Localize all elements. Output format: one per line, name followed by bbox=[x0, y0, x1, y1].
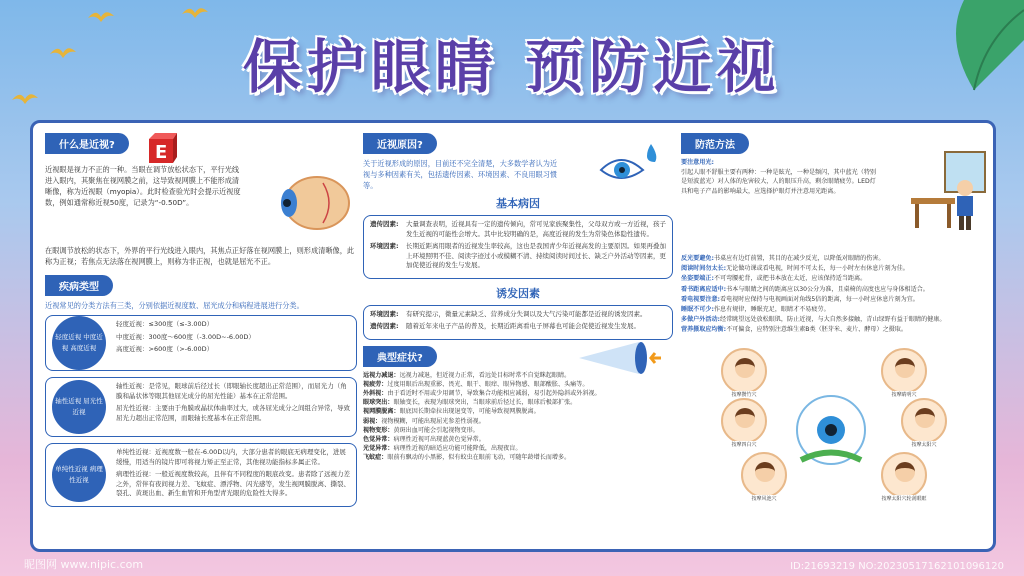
prevention-key: 坐姿要端正: bbox=[681, 275, 714, 283]
prevention-key: 反光要避免: bbox=[681, 255, 714, 262]
emmetropia-text: 在眼调节放松的状态下，外界的平行光线进入眼内，其焦点正好落在视网膜上，则形成清晰像，此称为正视；若焦点无法落在视网膜上，则称为非正视，也就是屈光不正。 bbox=[45, 246, 355, 266]
symptom-value: 由于看近时不用或少用调节，导致集合功能相应减弱，易引起外隐斜或外斜视。 bbox=[387, 389, 601, 397]
symptom-key: 飞蚊症： bbox=[363, 454, 388, 462]
prevention-key: 多做户外活动: bbox=[681, 316, 720, 324]
cause-value: 有研究提示，微量元素缺乏、营养成分失调以及大气污染可能都是近视的诱发因素。 bbox=[406, 309, 647, 318]
symptom-key: 眼球突出： bbox=[363, 399, 394, 407]
induced-causes-box bbox=[363, 305, 673, 340]
massage-step bbox=[881, 348, 927, 398]
symptom-item bbox=[363, 453, 673, 462]
prevention-item bbox=[681, 325, 989, 335]
prevention-item bbox=[681, 274, 989, 284]
degree-line: 中度近视：300度～600度（-3.00D~-6.00D） bbox=[116, 332, 255, 341]
massage-step-label: 按摩风池穴 bbox=[751, 495, 777, 502]
child-reading-illustration-icon bbox=[905, 148, 989, 232]
cause-key: 遗传因素: bbox=[370, 220, 399, 228]
symptom-item bbox=[363, 426, 673, 435]
massage-step-label: 按摩太阳穴轮刮眼眶 bbox=[881, 495, 927, 502]
causes-intro: 关于近视形成的原因，目前还不完全清楚，大多数学者认为近视与多种因素有关，包括遗传因素、环境因素、不良用眼习惯等。 bbox=[363, 159, 558, 190]
symptom-value: 远视力减退，但近视力正常，看远处目标时常不自觉眯起眼睛。 bbox=[399, 371, 571, 379]
symptom-item bbox=[363, 389, 673, 398]
symptom-item bbox=[363, 380, 673, 389]
type-circle: 单纯性近视 病理性近视 bbox=[52, 448, 106, 502]
child-face-icon bbox=[735, 358, 755, 378]
symptom-key: 远视力减退： bbox=[363, 371, 400, 379]
eye-drop-icon bbox=[599, 142, 663, 186]
section-what-is-myopia bbox=[45, 133, 357, 245]
prevention-item bbox=[681, 305, 989, 315]
letter-e-cube-icon bbox=[147, 133, 179, 165]
eyeball-diagram-icon bbox=[273, 173, 353, 233]
child-face-icon bbox=[915, 408, 935, 428]
prevention-value: 经常眺望远处放松眼肌，防止近视，与大自然多接触，青山绿野有益于眼睛的健康。 bbox=[720, 316, 946, 324]
progression-line: 单纯性近视：近视度数一般在-6.00D以内，大部分患者的眼底无病理变化，进展缓慢，用适当的镜片即可将视力矫正至正常，其他视功能指标多属正常。 bbox=[116, 448, 346, 466]
symptom-list bbox=[363, 371, 673, 463]
cause-value: 大量调查表明，近视具有一定的遗传倾向，常可见家族聚集性，父母双方或一方近视，孩子发生近视的可能性会增大。其中比较明确的是，高度近视的发生为常染色体隐性遗传。 bbox=[406, 220, 666, 238]
symptom-value: 黄斑出血可能会引起视物变形。 bbox=[393, 426, 479, 434]
prevention-key: 阅读时间勿太长: bbox=[681, 265, 727, 273]
massage-step-label: 按摩睛明穴 bbox=[891, 391, 917, 398]
symptom-value: 眼前有飘动的小黑影，似有蚊虫在眼前飞动，可随年龄增长而增多。 bbox=[387, 454, 571, 462]
massage-step-label: 按摩太阳穴 bbox=[911, 441, 937, 448]
massage-step bbox=[721, 398, 767, 448]
symptom-item bbox=[363, 407, 673, 416]
child-face-icon bbox=[895, 462, 915, 482]
prevention-value: 书本与眼睛之间的距离应以30公分为准，且桌椅的高度也应与身体相适合。 bbox=[726, 285, 929, 293]
prevention-value: 不可弯腰驼背，或把书本放在太近，应该保持适当距离。 bbox=[713, 275, 867, 283]
symptom-value: 过度用眼后出现重影、畏光、眼干、眼痒、眼异物感、眼部酸胀、头痛等。 bbox=[387, 380, 589, 388]
type-circle: 轴性近视 屈光性近视 bbox=[52, 380, 106, 434]
refraction-line: 轴性近视：是常见，眼球前后径过长（即眼轴长度超出正常范围），而屈光力（角膜和晶状体等眼其他屈光成分的屈光性能）基本在正常范围。 bbox=[116, 382, 347, 400]
cause-value: 长期近距离用眼者的近视发生率较高，这也是我国青少年近视高发的主要原因。如果再叠加上环境照明不佳、阅读字迹过小或模糊不清、持续阅读时间过长、缺乏户外活动等因素，更加促使近视的发生与发展。 bbox=[406, 242, 666, 269]
symptom-value: 视物模糊，可能出现屈光参差性弱视。 bbox=[381, 417, 485, 425]
eye-lens-diagram-icon bbox=[579, 340, 669, 376]
degree-line: 高度近视：>600度（>-6.00D） bbox=[116, 345, 214, 353]
cause-key: 遗传因素: bbox=[370, 322, 399, 330]
section-tag: 近视原因? bbox=[363, 133, 437, 154]
prevention-item bbox=[681, 285, 989, 295]
symptom-key: 色觉异常： bbox=[363, 435, 394, 443]
watermark-left: 昵图网 www.nipic.com bbox=[24, 558, 144, 571]
column-right bbox=[681, 133, 989, 502]
degree-type-card bbox=[45, 315, 357, 371]
section-tag: 防范方法 bbox=[681, 133, 749, 154]
prevention-intro: 引起人眼不舒服主要有两种：一种是眩光，一种是频闪，其中蓝光（特别是短波蓝光）对人体的危害较大，人的眼压升高，剩余眼睛疲劳。LED灯具和电子产品的影响最大，应选择护眼灯并注意用光距离。 bbox=[681, 169, 876, 195]
type-circle: 轻度近视 中度近视 高度近视 bbox=[52, 316, 106, 370]
refraction-line: 屈光性近视：主要由于角膜或晶状体曲率过大，或各屈光成分之间组合异常，导致屈光力超出正常范围，而眼轴长度基本在正常范围。 bbox=[116, 404, 350, 422]
symptom-key: 光觉异常： bbox=[363, 445, 394, 453]
prevention-item bbox=[681, 264, 989, 274]
symptom-value: 病理性近视可出现蓝黄色觉异常。 bbox=[393, 435, 485, 443]
column-middle bbox=[363, 133, 673, 463]
cause-key: 环境因素: bbox=[370, 309, 399, 318]
cause-value: 随着近年来电子产品的普及，长期近距离看电子屏幕也可能会促使近视发生发展。 bbox=[406, 322, 640, 330]
symptom-key: 外斜视： bbox=[363, 389, 388, 397]
prevention-item bbox=[681, 254, 989, 264]
symptom-value: 眼轴变长，表现为眼球突出，当眼球前后径过长，眼球后极部扩张。 bbox=[393, 399, 577, 407]
prevention-value: 作息有规律，睡眠充足，眼睛才不易疲劳。 bbox=[713, 306, 830, 314]
symptom-value: 病理性近视的暗适应功能可能降低，出现夜盲。 bbox=[393, 445, 522, 453]
progression-type-card bbox=[45, 443, 357, 507]
degree-line: 轻度近视：≤300度（≤-3.00D） bbox=[116, 320, 214, 328]
massage-step bbox=[721, 348, 767, 398]
classification-intro: 近视常见的分类方法有三类，分别依据近视度数、屈光成分和病程进展进行分类。 bbox=[45, 301, 304, 310]
prevention-key: 睡眠不可少: bbox=[681, 306, 714, 314]
giant-eyeball-icon bbox=[791, 390, 871, 470]
section-tag: 什么是近视? bbox=[45, 133, 129, 154]
symptom-key: 视网膜脱离： bbox=[363, 408, 400, 416]
watermark-right: ID:21693219 NO:20230517162101096120 bbox=[790, 561, 1004, 572]
prevention-key: 看书距离应适中: bbox=[681, 285, 727, 293]
progression-line: 病理性近视：一般近视度数较高，且伴有不同程度的眼底改变。患者除了远视力差之外，常伴有夜间视力差、飞蚊症、漂浮物、闪光感等，发生视网膜脱离、撕裂、裂孔、黄斑出血、新生血管和开角型青光眼的危险性大得多。 bbox=[116, 470, 350, 497]
symptom-key: 视物变形： bbox=[363, 426, 394, 434]
page-title: 保护眼睛 预防近视 bbox=[242, 33, 782, 101]
prevention-value: 不可偏食，应特别注意维生素B类（胚芽米、麦片、酵母）之摄取。 bbox=[726, 326, 907, 334]
prevention-value: 看电视时应保持与电视画面对角线5倍的距离，每一小时应休息片刻为宜。 bbox=[720, 295, 919, 303]
massage-step bbox=[741, 452, 787, 502]
symptom-item bbox=[363, 444, 673, 453]
prevention-item bbox=[681, 295, 989, 305]
content-panel bbox=[30, 120, 996, 552]
refraction-type-card bbox=[45, 377, 357, 437]
induced-causes-title: 诱发因素 bbox=[496, 286, 540, 300]
child-face-icon bbox=[895, 358, 915, 378]
symptom-key: 弱视： bbox=[363, 417, 382, 425]
basic-causes-box bbox=[363, 215, 673, 279]
child-face-icon bbox=[735, 408, 755, 428]
prevention-subtitle: 要注意用光: bbox=[681, 159, 714, 166]
massage-step-label: 按摩攒竹穴 bbox=[731, 391, 757, 398]
definition-text: 近视眼是视力不正的一种。当眼在调节放松状态下，平行光线进入眼内，其聚焦在视网膜之前，这导致视网膜上不能形成清晰像，称为近视眼（myopia）。此时检查验光时会提示近视度数，例如通常称近视50度，记录为“-0.50D”。 bbox=[45, 165, 241, 207]
child-face-icon bbox=[755, 462, 775, 482]
prevention-key: 看电视要注意: bbox=[681, 295, 720, 303]
section-tag: 疾病类型 bbox=[45, 275, 113, 296]
massage-step bbox=[881, 452, 927, 502]
symptom-value: 眼底因长期牵拉出现退变等，可能导致视网膜脱离。 bbox=[399, 408, 540, 416]
prevention-item bbox=[681, 315, 989, 325]
prevention-value: 书桌应有边灯前置，其目的在减少反光，以降低对眼睛的伤害。 bbox=[713, 255, 885, 262]
prevention-list bbox=[681, 254, 989, 336]
prevention-value: 无论做功课或看电视，时间不可太长，每一小时左右休息片刻为佳。 bbox=[726, 265, 909, 273]
massage-step-label: 按摩四白穴 bbox=[731, 441, 757, 448]
symptom-key: 视疲劳： bbox=[363, 380, 388, 388]
section-tag: 典型症状? bbox=[363, 346, 437, 367]
symptom-item bbox=[363, 398, 673, 407]
prevention-key: 营养摄取应均衡: bbox=[681, 326, 727, 334]
column-left bbox=[45, 133, 357, 513]
symptom-item bbox=[363, 435, 673, 444]
cause-key: 环境因素: bbox=[370, 242, 399, 250]
symptom-item bbox=[363, 417, 673, 426]
eye-massage-illustration bbox=[681, 342, 989, 502]
basic-causes-title: 基本病因 bbox=[496, 197, 540, 210]
svg-text:E: E bbox=[155, 142, 168, 163]
massage-step bbox=[901, 398, 947, 448]
